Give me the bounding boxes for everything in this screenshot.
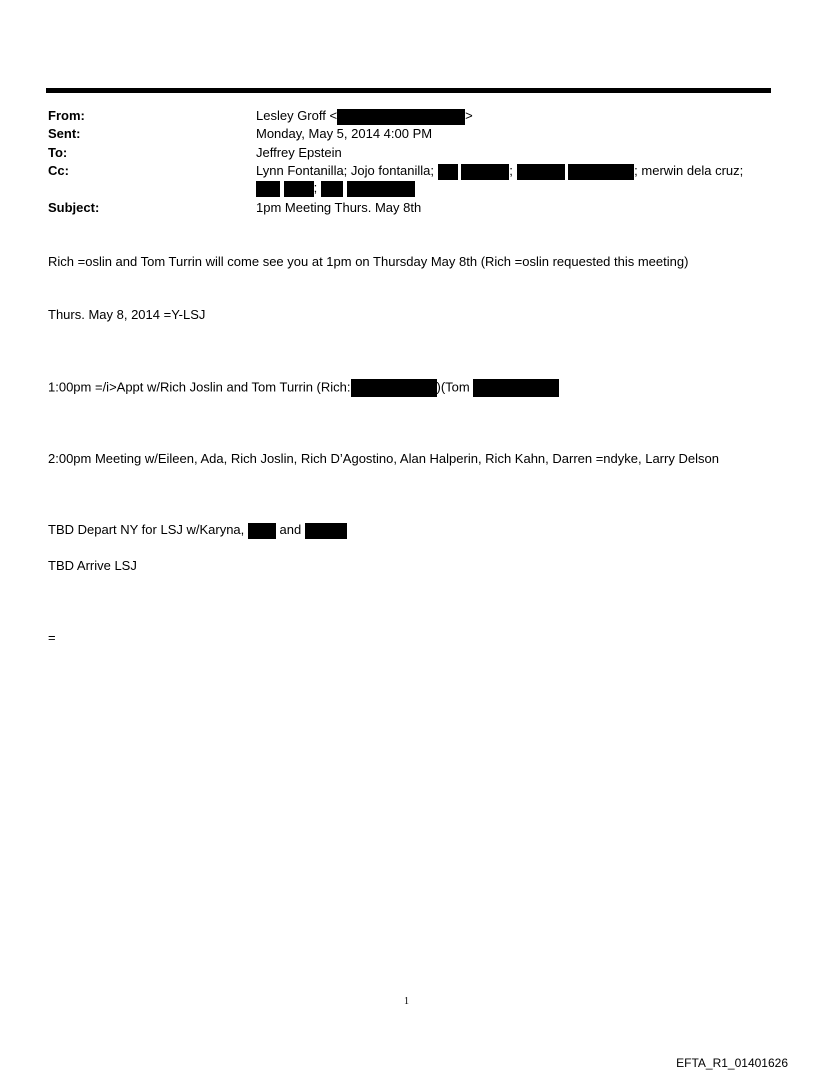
- redaction-block: [248, 523, 276, 539]
- redaction-block: [568, 164, 634, 180]
- cc-label: Cc:: [48, 163, 69, 178]
- to-value: Jeffrey Epstein: [256, 145, 342, 160]
- to-label: To:: [48, 145, 68, 160]
- redaction-block: [305, 523, 347, 539]
- body-paragraph: [48, 379, 559, 397]
- redaction-block: [337, 109, 465, 125]
- cc-part2: ; merwin dela cruz;: [634, 163, 744, 178]
- body-paragraph: =: [48, 630, 56, 645]
- cc-sep2: ;: [313, 180, 318, 195]
- appt-text: 1:00pm =/i>Appt w/Rich Joslin and Tom Turrin (Rich:: [48, 379, 351, 395]
- appt-text-tom: )(Tom: [436, 379, 470, 395]
- redaction-block: [438, 164, 458, 180]
- redaction-block: [321, 181, 343, 197]
- redaction-block: [517, 164, 565, 180]
- redaction-block: [351, 379, 437, 397]
- cc-value: [256, 163, 743, 180]
- depart-and: and: [279, 522, 302, 537]
- cc-part1: Lynn Fontanilla; Jojo fontanilla;: [256, 163, 435, 178]
- body-paragraph: 2:00pm Meeting w/Eileen, Ada, Rich Joslin, Rich D’Agostino, Alan Halperin, Rich Kahn, Darren =ndyke, Larry Delson: [48, 451, 719, 466]
- from-label: From:: [48, 108, 85, 123]
- redaction-block: [461, 164, 509, 180]
- redaction-block: [284, 181, 314, 197]
- cc-value-line2: [256, 180, 415, 197]
- subject-value: 1pm Meeting Thurs. May 8th: [256, 200, 422, 215]
- from-value: [256, 108, 473, 125]
- body-paragraph: Rich =oslin and Tom Turrin will come see you at 1pm on Thursday May 8th (Rich =oslin requested this meeting): [48, 254, 689, 269]
- subject-label: Subject:: [48, 200, 100, 215]
- cc-sep1: ;: [509, 163, 513, 178]
- redaction-block: [256, 181, 280, 197]
- redaction-block: [473, 379, 559, 397]
- sent-label: Sent:: [48, 126, 81, 141]
- redaction-block: [347, 181, 415, 197]
- page-number: 1: [404, 996, 409, 1007]
- document-id: EFTA_R1_01401626: [676, 1056, 788, 1070]
- body-paragraph: Thurs. May 8, 2014 =Y-LSJ: [48, 307, 206, 322]
- from-close: >: [465, 108, 473, 123]
- sent-value: Monday, May 5, 2014 4:00 PM: [256, 126, 433, 141]
- body-paragraph: TBD Arrive LSJ: [48, 558, 137, 573]
- body-paragraph: [48, 522, 347, 539]
- from-name: Lesley Groff <: [256, 108, 338, 123]
- header-rule: [46, 88, 771, 93]
- depart-text: TBD Depart NY for LSJ w/Karyna,: [48, 522, 245, 537]
